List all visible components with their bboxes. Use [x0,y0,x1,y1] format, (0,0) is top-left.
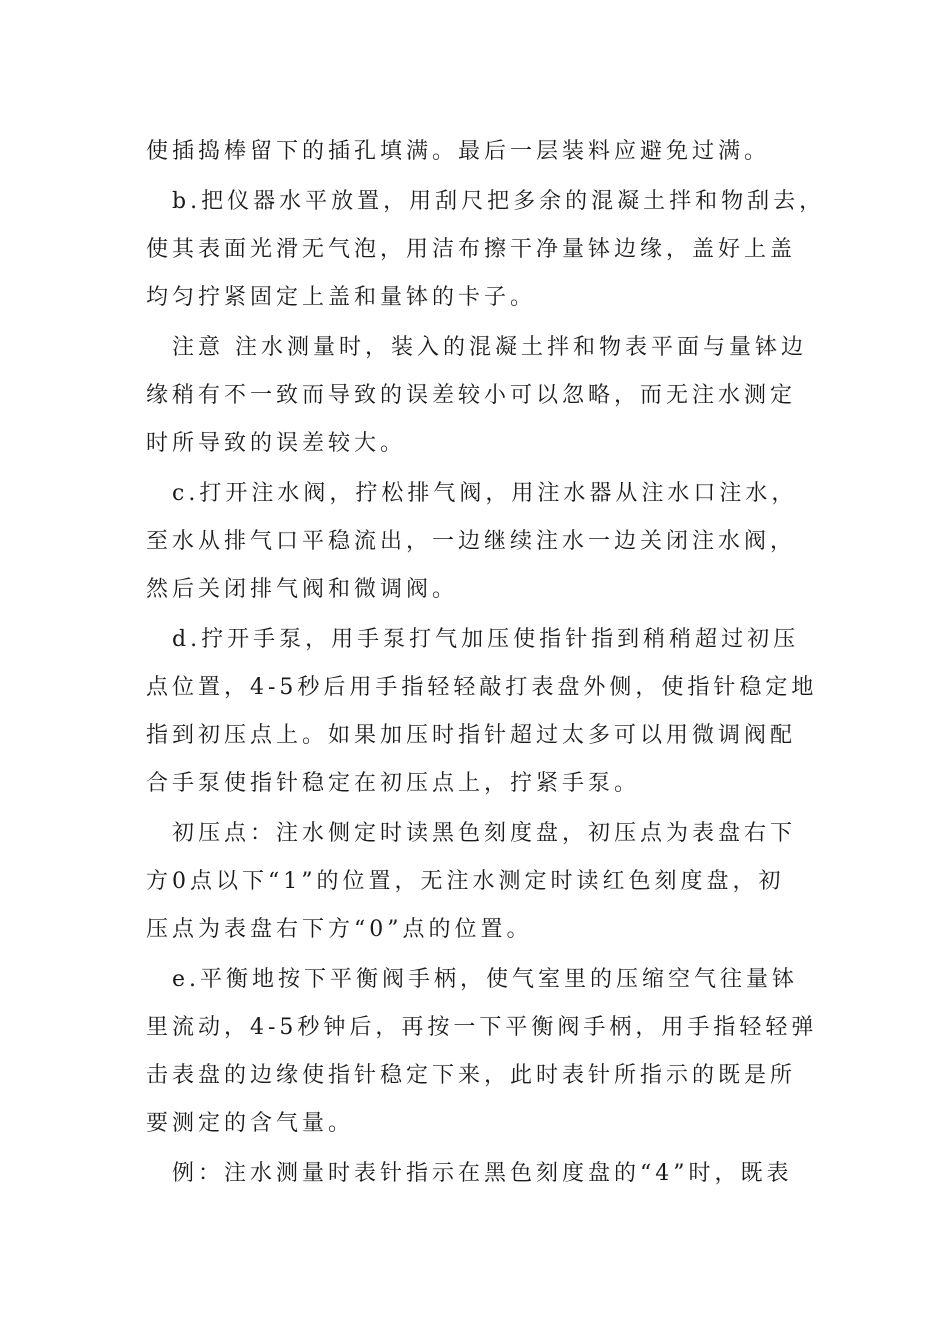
text-line: 点位置，4-5秒后用手指轻轻敲打表盘外侧，使指针稳定地 [146,675,818,700]
paragraph-step-d [146,616,816,808]
text-line: 里流动，4-5秒钟后，再按一下平衡阀手柄，用手指轻轻弹 [146,1015,818,1040]
paragraph-step-e [146,956,816,1148]
text-line: 时所导致的误差较大。 [146,431,407,456]
text-line: d.拧开手泵，用手泵打气加压使指针指到稍稍超过初压 [172,627,800,652]
text-line: 击表盘的边缘使指针稳定下来，此时表针所指示的既是所 [146,1063,797,1088]
text-line: 要测定的含气量。 [146,1111,355,1136]
text-line: 指到初压点上。如果加压时指针超过太多可以用微调阀配 [146,723,797,748]
text-line: 初压点：注水侧定时读黑色刻度盘，初压点为表盘右下 [172,821,797,846]
text-line: 使其表面光滑无气泡，用洁布擦干净量钵边缘，盖好上盖 [146,237,797,262]
paragraph-step-b [146,178,826,322]
text-line: 注意 注水测量时，装入的混凝土拌和物表平面与量钵边 [172,335,807,360]
text-line: 然后关闭排气阀和微调阀。 [146,577,459,602]
text-line: 压点为表盘右下方“0”点的位置。 [146,917,533,942]
text-line: c.打开注水阀，拧松排气阀，用注水器从注水口注水， [172,481,798,506]
paragraph-step-c [146,470,816,614]
text-line: 方0点以下“1”的位置，无注水测定时读红色刻度盘，初 [146,869,785,894]
text-line: 至水从排气口平稳流出，一边继续注水一边关闭注水阀， [146,529,797,554]
text-line: 使插捣棒留下的插孔填满。最后一层装料应避免过满。 [146,139,771,164]
text-line: 均匀拧紧固定上盖和量钵的卡子。 [146,285,537,310]
paragraph-example [146,1150,816,1198]
text-line: b.把仪器水平放置，用刮尺把多余的混凝土拌和物刮去， [172,189,826,214]
text-line: e.平衡地按下平衡阀手柄，使气室里的压缩空气往量钵 [172,967,799,992]
document-body [146,128,826,1198]
paragraph-initial-pressure-point [146,810,816,954]
paragraph-fill-holes [146,128,816,176]
text-line: 合手泵使指针稳定在初压点上，拧紧手泵。 [146,771,641,796]
text-line: 缘稍有不一致而导致的误差较小可以忽略，而无注水测定 [146,383,797,408]
text-line: 例：注水测量时表针指示在黑色刻度盘的“4”时，既表 [172,1161,793,1186]
paragraph-note [146,324,816,468]
